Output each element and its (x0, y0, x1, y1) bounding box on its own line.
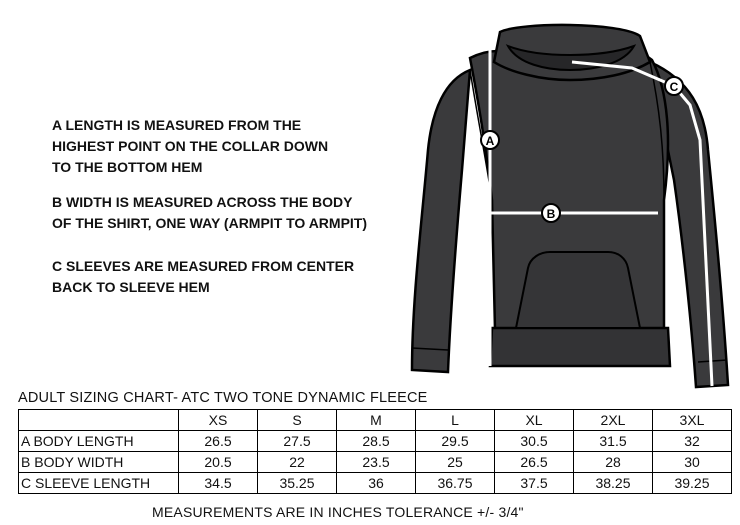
table-cell: 34.5 (179, 473, 258, 494)
instruction-width (52, 192, 412, 234)
size-header: 3XL (653, 410, 732, 431)
table-cell: 35.25 (258, 473, 337, 494)
instruction-line: B WIDTH IS MEASURED ACROSS THE BODY (52, 194, 353, 210)
table-cell: 32 (653, 431, 732, 452)
size-header: XL (495, 410, 574, 431)
instruction-line: BACK TO SLEEVE HEM (52, 279, 210, 295)
instruction-line: A LENGTH IS MEASURED FROM THE (52, 117, 302, 133)
marker-b-label: B (546, 207, 556, 221)
instruction-length (52, 115, 412, 178)
hoodie-diagram (405, 15, 735, 393)
table-cell: 25 (416, 452, 495, 473)
marker-a-label: A (485, 134, 495, 148)
table-cell: 39.25 (653, 473, 732, 494)
table-cell: 26.5 (179, 431, 258, 452)
row-label: B BODY WIDTH (19, 452, 179, 473)
table-cell: 22 (258, 452, 337, 473)
table-cell: 28.5 (337, 431, 416, 452)
table-cell: 30 (653, 452, 732, 473)
instruction-line: HIGHEST POINT ON THE COLLAR DOWN (52, 138, 329, 154)
sizing-table (18, 409, 732, 494)
marker-c-label: C (669, 80, 679, 94)
table-cell: 30.5 (495, 431, 574, 452)
size-header: XS (179, 410, 258, 431)
table-cell: 29.5 (416, 431, 495, 452)
table-row (19, 452, 732, 473)
row-label: C SLEEVE LENGTH (19, 473, 179, 494)
chart-title: ADULT SIZING CHART- ATC TWO TONE DYNAMIC FLEECE (18, 390, 428, 406)
table-cell: 36.75 (416, 473, 495, 494)
marker-a (481, 131, 499, 149)
table-row (19, 473, 732, 494)
table-cell: 31.5 (574, 431, 653, 452)
table-cell: 37.5 (495, 473, 574, 494)
size-header: 2XL (574, 410, 653, 431)
table-cell: 23.5 (337, 452, 416, 473)
size-header: L (416, 410, 495, 431)
instruction-line: TO THE BOTTOM HEM (52, 159, 203, 175)
size-header: M (337, 410, 416, 431)
instruction-line: C SLEEVES ARE MEASURED FROM CENTER (52, 258, 355, 274)
table-cell: 27.5 (258, 431, 337, 452)
table-cell: 36 (337, 473, 416, 494)
marker-b (542, 204, 560, 222)
table-cell: 20.5 (179, 452, 258, 473)
header-row (19, 410, 732, 431)
table-cell: 28 (574, 452, 653, 473)
table-cell: 26.5 (495, 452, 574, 473)
row-label: A BODY LENGTH (19, 431, 179, 452)
table-row (19, 431, 732, 452)
instruction-sleeve (52, 256, 412, 298)
size-header: S (258, 410, 337, 431)
marker-c (665, 77, 683, 95)
header-blank (19, 410, 179, 431)
table-cell: 38.25 (574, 473, 653, 494)
tolerance-note: MEASUREMENTS ARE IN INCHES TOLERANCE +/- 3/4" (152, 504, 524, 520)
instruction-line: OF THE SHIRT, ONE WAY (ARMPIT TO ARMPIT) (52, 215, 368, 231)
